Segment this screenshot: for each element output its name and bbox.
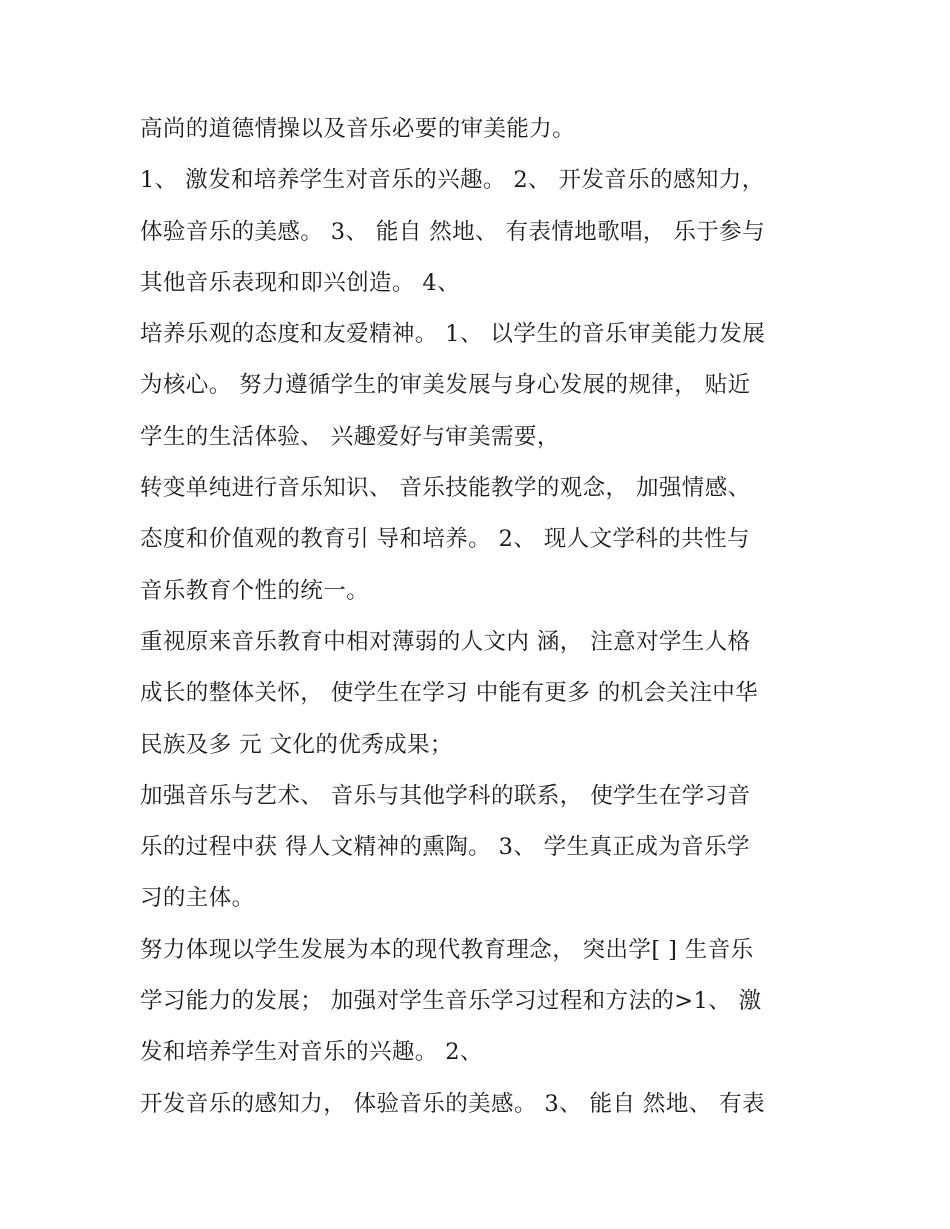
text-line-4: 其他音乐表现和即兴创造。 4、 <box>140 269 460 296</box>
text-line-18: 学习能力的发展； 加强对学生音乐学习过程和方法的>1、 激 <box>140 988 762 1015</box>
text-line-11: 重视原来音乐教育中相对薄弱的人文内 涵， 注意对学生人格 <box>140 628 751 655</box>
text-line-20: 开发音乐的感知力， 体验音乐的美感。 3、 能自 然地、 有表 <box>140 1090 765 1117</box>
text-line-14: 加强音乐与艺术、 音乐与其他学科的联系， 使学生在学习音 <box>140 782 751 809</box>
text-line-10: 音乐教育个性的统一。 <box>140 577 370 604</box>
text-line-2: 1、 激发和培养学生对音乐的兴趣。 2、 开发音乐的感知力， <box>140 167 765 194</box>
text-line-16: 习的主体。 <box>140 885 255 912</box>
text-line-17: 努力体现以学生发展为本的现代教育理念， 突出学[ ] 生音乐 <box>140 936 754 963</box>
text-line-15: 乐的过程中获 得人文精神的熏陶。 3、 学生真正成为音乐学 <box>140 834 750 861</box>
text-line-9: 态度和价值观的教育引 导和培养。 2、 现人文学科的共性与 <box>140 526 750 553</box>
text-line-5: 培养乐观的态度和友爱精神。 1、 以学生的音乐审美能力发展 <box>140 321 766 348</box>
text-line-3: 体验音乐的美感。 3、 能自 然地、 有表情地歌唱， 乐于参与 <box>140 218 765 245</box>
text-line-8: 转变单纯进行音乐知识、 音乐技能教学的观念， 加强情感、 <box>140 475 751 502</box>
text-line-19: 发和培养学生对音乐的兴趣。 2、 <box>140 1039 483 1066</box>
text-line-1: 高尚的道德情操以及音乐必要的审美能力。 <box>140 116 576 142</box>
text-line-7: 学生的生活体验、 兴趣爱好与审美需要， <box>140 423 560 450</box>
body-text <box>140 104 820 1130</box>
text-line-12: 成长的整体关怀， 使学生在学习 中能有更多 的机会关注中华 <box>140 680 759 707</box>
text-line-13: 民族及多 元 文化的优秀成果； <box>140 731 453 758</box>
text-line-6: 为核心。 努力遵循学生的审美发展与身心发展的规律， 贴近 <box>140 372 751 399</box>
